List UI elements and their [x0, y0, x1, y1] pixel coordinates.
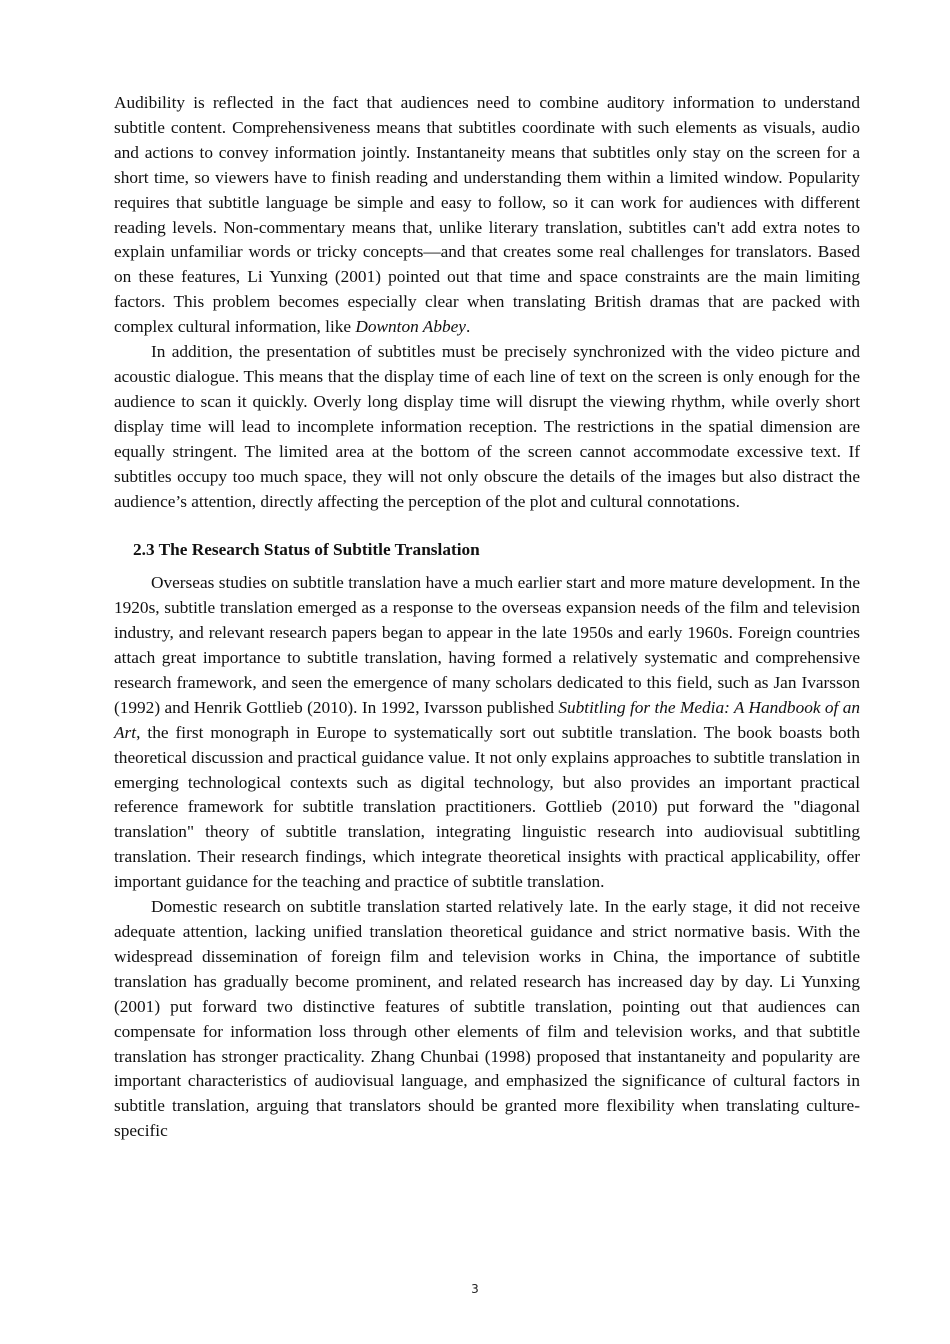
paragraph-text: Audibility is reflected in the fact that audiences need to combine auditory information to understand subtitle content. Comprehensiveness means that subtitles coordinate with such elements as visuals, audio and actions to convey information jointly. Instantaneity means that subtitles only stay on the screen for a short time, so viewers have to finish reading and understanding them within a limited window. Popularity requires that subtitle language be simple and easy to follow, so it can work for audiences with different reading levels. Non-commentary means that, unlike literary translation, subtitles can't add extra notes to explain unfamiliar words or tricky concepts—and that creates some real challenges for translators. Based on these features, Li Yunxing (2001) pointed out that time and space constraints are the main limiting factors. This problem becomes especially clear when translating British dramas that are packed with complex cultural information, like — [114, 93, 860, 337]
paragraph-text: , the first monograph in Europe to systematically sort out subtitle translation. The book boasts both theoretical discussion and practical guidance value. It not only explains approaches to subtitle translation in emerging technological contexts such as digital technology, but also provides an important practical reference framework for subtitle translation practitioners. Gottlieb (2010) put forward the "diagonal translation" theory of subtitle translation, integrating linguistic research into audiovisual subtitling translation. Their research findings, which integrate theoretical insights with practical applicability, offer important guidance for the teaching and practice of subtitle translation. — [114, 722, 860, 892]
section-heading: 2.3 The Research Status of Subtitle Translation — [133, 540, 480, 560]
paragraph-synchronization: In addition, the presentation of subtitles must be precisely synchronized with the video picture and acoustic dialogue. This means that the display time of each line of text on the screen is only enough for the audience to scan it quickly. Overly long display time will disrupt the viewing rhythm, while overly short display time will lead to incomplete information reception. The restrictions in the spatial dimension are equally stringent. The limited area at the bottom of the screen cannot accommodate excessive text. If subtitles occupy too much space, they will not only obscure the details of the images but also distract the audience’s attention, directly affecting the perception of the plot and cultural connotations. — [114, 342, 860, 511]
italic-title: Downton Abbey — [355, 317, 466, 337]
document-body — [114, 91, 860, 1144]
page-number: 3 — [471, 1282, 479, 1296]
paragraph-features — [114, 91, 860, 340]
paragraph-text: Overseas studies on subtitle translation have a much earlier start and more mature development. In the 1920s, subtitle translation emerged as a response to the overseas expansion needs of the film and television industry, and relevant research papers began to appear in the late 1950s and early 1960s. Foreign countries attach great importance to subtitle translation, having formed a relatively systematic and comprehensive research framework, and seen the emergence of many scholars dedicated to this field, such as Jan Ivarsson (1992) and Henrik Gottlieb (2010). In 1992, Ivarsson published — [114, 573, 860, 717]
paragraph-domestic-research: Domestic research on subtitle translation started relatively late. In the early stage, it did not receive adequate attention, lacking unified translation theoretical guidance and strict normative basis. With the widespread dissemination of foreign film and television works in China, the importance of subtitle translation has gradually become prominent, and related research has increased day by day. Li Yunxing (2001) put forward two distinctive features of subtitle translation, pointing out that audiences can compensate for information loss through other elements of film and television works, and that subtitle translation has stronger practicality. Zhang Chunbai (1998) proposed that instantaneity and popularity are important characteristics of audiovisual language, and emphasized the significance of cultural factors in subtitle translation, arguing that translators should be granted more flexibility when translating culture-specific — [114, 897, 860, 1141]
paragraph-overseas-studies — [114, 571, 860, 895]
italic-title: Subtitling for the Media: A Handbook of an Art — [114, 697, 860, 742]
paragraph-text: . — [465, 317, 471, 337]
